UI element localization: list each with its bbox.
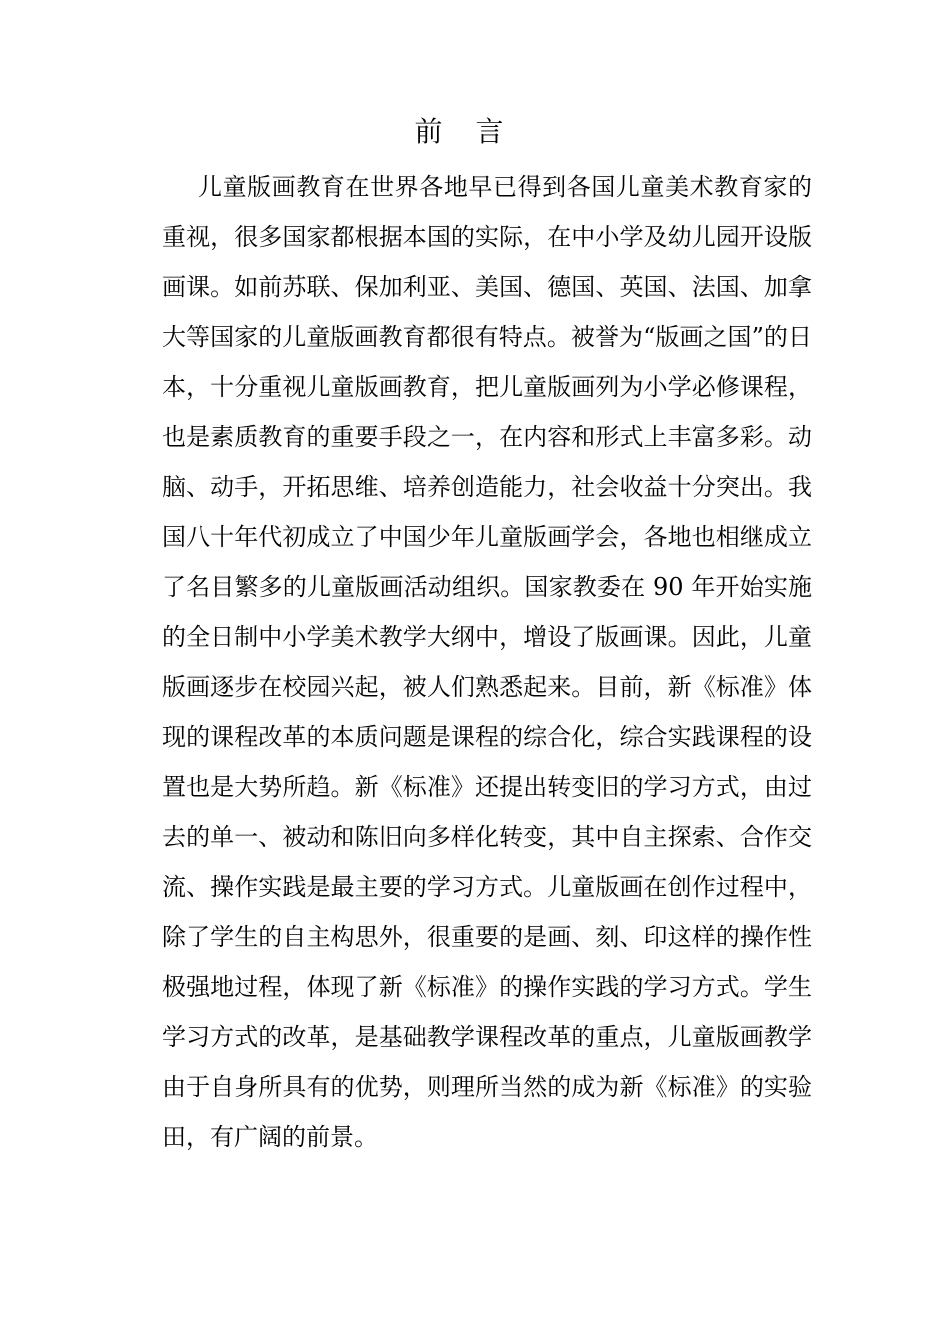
paragraph-line: 的全日制中小学美术教学大纲中，增设了版画课。因此，儿童 [162,623,812,651]
document-title: 前 言 [414,115,516,148]
paragraph-line: 版画逐步在校园兴起，被人们熟悉起来。目前，新《标准》体 [162,673,812,701]
preface-paragraph [162,166,812,1166]
paragraph-line: 置也是大势所趋。新《标准》还提出转变旧的学习方式，由过 [162,773,812,801]
paragraph-line: 流、操作实践是最主要的学习方式。儿童版画在创作过程中， [162,873,812,901]
paragraph-line: 了名目繁多的儿童版画活动组织。国家教委在 90 年开始实施 [162,573,812,601]
paragraph-line: 脑、动手，开拓思维、培养创造能力，社会收益十分突出。我 [162,473,812,501]
paragraph-line: 除了学生的自主构思外，很重要的是画、刻、印这样的操作性 [162,923,812,951]
paragraph-line: 画课。如前苏联、保加利亚、美国、德国、英国、法国、加拿 [162,273,812,301]
paragraph-line: 重视，很多国家都根据本国的实际，在中小学及幼儿园开设版 [162,223,812,251]
paragraph-line: 也是素质教育的重要手段之一，在内容和形式上丰富多彩。动 [162,423,812,451]
paragraph-line: 极强地过程，体现了新《标准》的操作实践的学习方式。学生 [162,973,812,1001]
paragraph-line: 国八十年代初成立了中国少年儿童版画学会，各地也相继成立 [162,523,812,551]
paragraph-line: 大等国家的儿童版画教育都很有特点。被誉为“版画之国”的日 [162,323,812,351]
paragraph-line: 田，有广阔的前景。 [162,1123,378,1151]
paragraph-line: 去的单一、被动和陈旧向多样化转变，其中自主探索、合作交 [162,823,812,851]
paragraph-line: 现的课程改革的本质问题是课程的综合化，综合实践课程的设 [162,723,812,751]
paragraph-line: 儿童版画教育在世界各地早已得到各国儿童美术教育家的 [198,173,812,201]
paragraph-line: 由于自身所具有的优势，则理所当然的成为新《标准》的实验 [162,1073,812,1101]
paragraph-line: 本，十分重视儿童版画教育，把儿童版画列为小学必修课程， [162,373,812,401]
paragraph-line: 学习方式的改革，是基础教学课程改革的重点，儿童版画教学 [162,1023,812,1051]
